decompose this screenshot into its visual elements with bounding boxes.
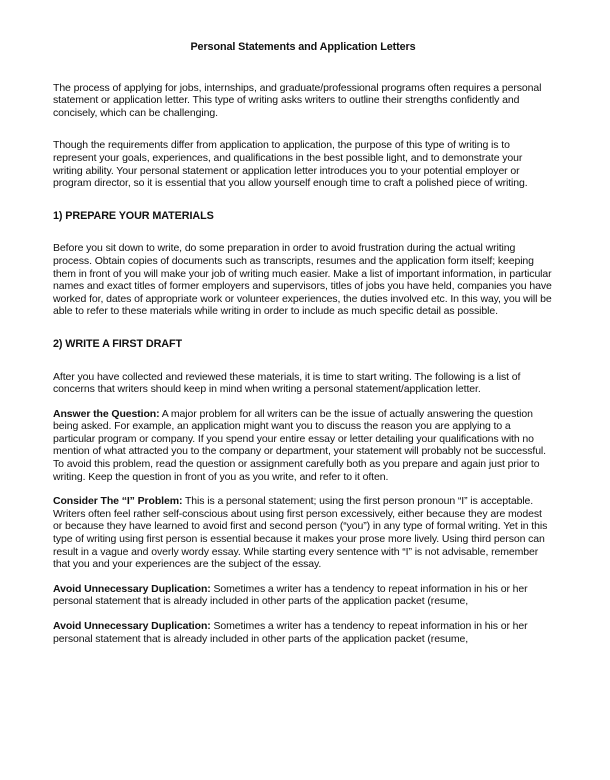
intro-paragraph-1: The process of applying for jobs, internships, and graduate/professional programs often requires a personal statement or application letter. This type of writing asks writers to outline their strengths confidently and concisely, which can be challenging. (53, 81, 542, 119)
concern-lead: Avoid Unnecessary Duplication: (53, 582, 211, 595)
concern-answer-question (53, 408, 553, 484)
concern-i-problem (53, 495, 553, 571)
document-body (53, 41, 553, 645)
section-heading-first-draft: 2) WRITE A FIRST DRAFT (53, 337, 182, 350)
document-title: Personal Statements and Application Letters (190, 41, 416, 53)
concern-avoid-duplication-repeat (53, 620, 553, 645)
concern-lead: Answer the Question: (53, 407, 160, 420)
intro-paragraph-2: Though the requirements differ from application to application, the purpose of this type of writing is to represent your goals, experiences, and qualifications in the best possible light, and to demonstrate your writing ability. Your personal statement or application letter introduces you to your potential employer or program director, so it is essential that you allow yourself enough time to craft a polished piece of writing. (53, 139, 528, 190)
section-body-first-draft: After you have collected and reviewed these materials, it is time to start writing. The following is a list of concerns that writers should keep in mind when writing a personal statement/application letter. (53, 370, 521, 396)
concern-text: Sometimes a writer has a tendency to repeat information in his or her personal statement that is already included in other parts of the application packet (resume, (53, 620, 528, 645)
concern-text: A major problem for all writers can be the issue of actually answering the question being asked. For example, an application might want you to discuss the reason you are applying to a particular program or company. If you spend your entire essay or letter detailing your qualifications with no mention of what attracted you to the company or department, your statement will probably not be successful. To avoid this problem, read the question or assignment carefully both as you prepare and again just prior to writing. Keep the question in front of you as you write, and refer to it often. (53, 407, 546, 483)
concern-text: This is a personal statement; using the first person pronoun “I” is acceptable. Writers often feel rather self-conscious about using first person excessively, either because they are modest or because they have learned to avoid first and second person (“you”) in any type of formal writing. Yet in this type of writing using first person is essential because it makes your prose more lively. Using third person can result in a vague and overly wordy essay. While starting every sentence with “I” is not advisable, remember that you and your experiences are the subject of the essay. (53, 495, 548, 571)
concern-text: Sometimes a writer has a tendency to repeat information in his or her personal statement that is already included in other parts of the application packet (resume, (53, 582, 528, 608)
section-heading-prepare-materials: 1) PREPARE YOUR MATERIALS (53, 209, 214, 222)
concern-avoid-duplication (53, 583, 553, 608)
concern-lead: Avoid Unnecessary Duplication: (53, 620, 211, 632)
section-body-prepare-materials: Before you sit down to write, do some preparation in order to avoid frustration during the actual writing process. Obtain copies of documents such as transcripts, resumes and the application form itself; keeping them in front of you will make your job of writing much easier. Make a list of important information, in particular names and exact titles of former employers and supervisors, titles of jobs you have held, companies you have worked for, dates of appropriate work or volunteer experiences, the duties involved etc. In this way, you will be able to refer to these materials while writing in order to include as much specific detail as possible. (53, 242, 552, 318)
concern-lead: Consider The “I” Problem: (53, 495, 183, 508)
